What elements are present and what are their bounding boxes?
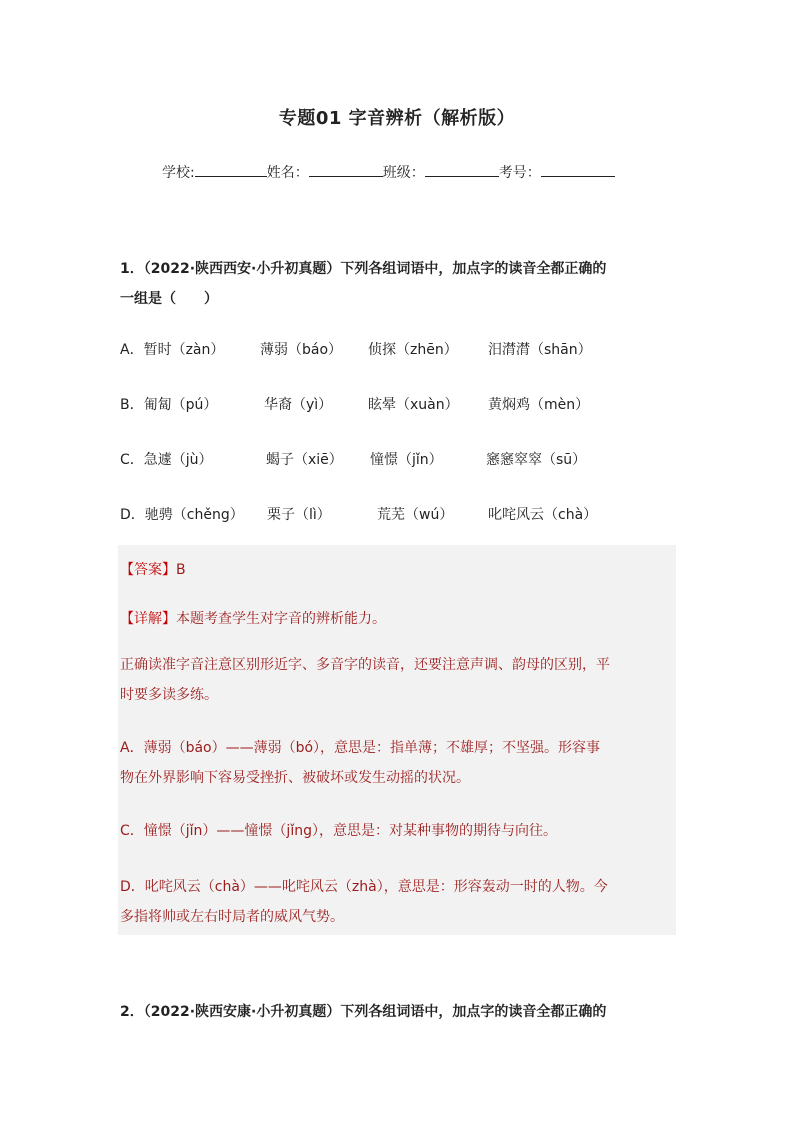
- info-line: [162, 162, 615, 182]
- school-blank[interactable]: [195, 162, 267, 177]
- class-label: 班级：: [382, 165, 425, 181]
- question-2-stem: 2．（2022·陕西安康·小升初真题）下列各组词语中，加点字的读音全都正确的: [120, 1004, 607, 1020]
- school-label: 学校:: [162, 165, 195, 181]
- detail-line: [120, 608, 386, 628]
- option-a-4: 汨潸潸（shān）: [488, 342, 592, 358]
- option-b-1: B．匍匐（pú）: [120, 397, 218, 413]
- explanation-a-line-2: 物在外界影响下容易受挫折、被破坏或发生动摇的状况。: [120, 770, 470, 786]
- option-c-3: 憧憬（jǐn）: [370, 452, 443, 468]
- option-c-2: 蝎子（xiē）: [266, 452, 343, 468]
- detail-text: 本题考查学生对字音的辨析能力。: [176, 611, 386, 627]
- question-1-stem-cont: 一组是（ ）: [120, 291, 218, 307]
- answer-tag: 【答案】: [120, 562, 176, 578]
- number-label: 考号：: [498, 165, 541, 181]
- option-b-4: 黄焖鸡（mèn）: [488, 397, 590, 413]
- explanation-d-line-2: 多指将帅或左右时局者的威风气势。: [120, 909, 344, 925]
- option-d-4: 叱咤风云（chà）: [488, 507, 598, 523]
- class-blank[interactable]: [425, 162, 499, 177]
- name-label: 姓名：: [266, 165, 309, 181]
- option-a-2: 薄弱（báo）: [260, 342, 343, 358]
- option-a-3: 侦探（zhēn）: [368, 342, 458, 358]
- option-a-1: A．暂时（zàn）: [120, 342, 225, 358]
- question-1-stem: 1．（2022·陕西西安·小升初真题）下列各组词语中，加点字的读音全都正确的: [120, 261, 607, 277]
- explanation-line-1: 正确读准字音注意区别形近字、多音字的读音，还要注意声调、韵母的区别，平: [120, 657, 610, 673]
- option-c-4: 窸窸窣窣（sū）: [486, 452, 587, 468]
- option-d-2: 栗子（lì）: [267, 507, 331, 523]
- detail-tag: 【详解】: [120, 611, 176, 627]
- answer-line: [120, 559, 186, 579]
- answer-value: B: [176, 562, 186, 578]
- explanation-a-line-1: A．薄弱（báo）——薄弱（bó），意思是：指单薄；不雄厚；不坚强。形容事: [120, 740, 601, 756]
- name-blank[interactable]: [309, 162, 383, 177]
- option-d-1: D．驰骋（chěng）: [120, 507, 244, 523]
- number-blank[interactable]: [541, 162, 615, 177]
- explanation-line-2: 时要多读多练。: [120, 687, 218, 703]
- option-c-1: C．急遽（jù）: [120, 452, 213, 468]
- page-title: 专题01 字音辨析（解析版）: [278, 108, 516, 129]
- explanation-c-line-1: C．憧憬（jǐn）——憧憬（jǐng），意思是：对某种事物的期待与向往。: [120, 823, 557, 839]
- option-b-3: 眩晕（xuàn）: [368, 397, 459, 413]
- option-d-3: 荒芜（wú）: [377, 507, 454, 523]
- explanation-d-line-1: D．叱咤风云（chà）——叱咤风云（zhà），意思是：形容轰动一时的人物。今: [120, 879, 608, 895]
- option-b-2: 华裔（yì）: [264, 397, 333, 413]
